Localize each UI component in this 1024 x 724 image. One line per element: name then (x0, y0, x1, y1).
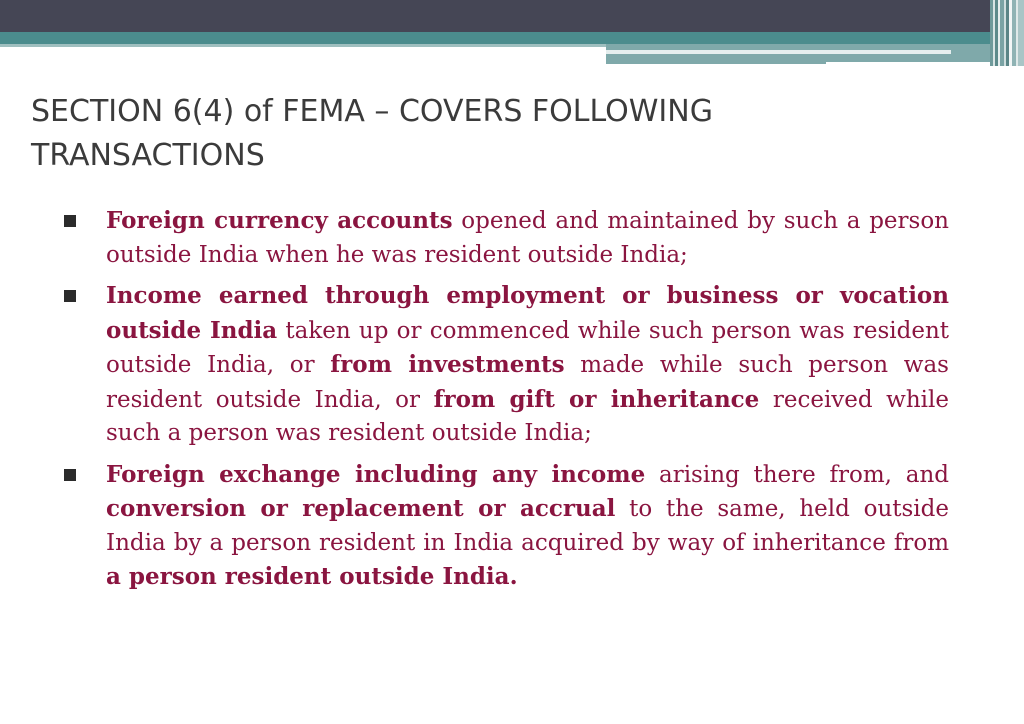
bullet-text-bold: a person resident outside India. (106, 563, 518, 590)
square-bullet-icon (64, 290, 76, 302)
bullet-text: taken up or commenced while such person was resident outside India, or (106, 317, 949, 378)
slide-title-line-1: SECTION 6(4) of FEMA – COVERS FOLLOWING (31, 94, 713, 129)
bullet-text-bold: conversion or replacement or accrual (106, 495, 616, 522)
header-tab-highlight (606, 50, 951, 54)
slide-title (31, 90, 931, 178)
bullet-text-bold: from investments (330, 351, 565, 378)
header-band-shadow (0, 44, 608, 47)
bullet-text-bold: Foreign exchange including any income (106, 460, 646, 488)
header-band-teal (0, 32, 1024, 44)
square-bullet-icon (64, 215, 76, 227)
square-bullet-icon (64, 469, 76, 481)
slide-title-line-2: TRANSACTIONS (31, 138, 265, 173)
header-band-dark (0, 0, 1024, 32)
bullet-text: opened and maintained by such a person outside India when he was resident outside India; (106, 208, 949, 268)
bullet-text-bold: Foreign currency accounts (106, 207, 453, 234)
bullet-text: made while such person was resident outside India, or (106, 352, 949, 413)
bullet-text: to the same, held outside India by a person resident in India acquired by way of inheritance from (106, 496, 949, 556)
bullet-text-bold: Income earned through employment or business or vocation outside India (106, 282, 949, 344)
bullet-item (62, 458, 949, 595)
header-tab-line (826, 62, 1006, 64)
header-vertical-stripes (990, 0, 1024, 66)
header-tab (606, 44, 1006, 64)
bullet-text: received while such a person was resident outside India; (106, 386, 949, 446)
bullet-text: arising there from, and (645, 461, 949, 488)
bullet-text-bold: from gift or inheritance (433, 385, 760, 413)
bullet-item (62, 204, 949, 272)
bullet-item (62, 279, 949, 451)
bullet-list (62, 204, 949, 602)
